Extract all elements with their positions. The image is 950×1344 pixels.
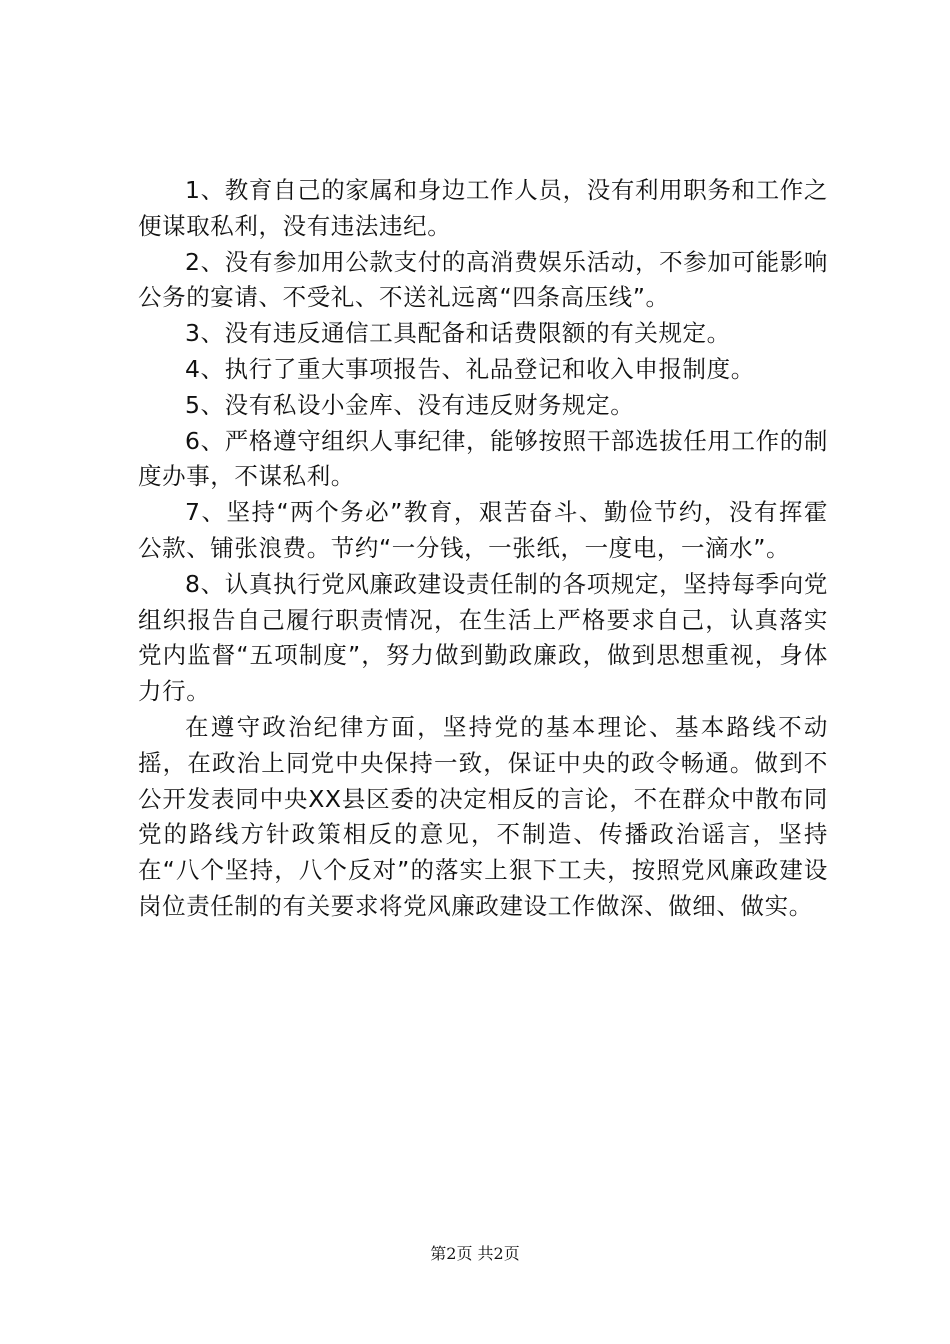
- paragraph-item-8: 8、认真执行党风廉政建设责任制的各项规定，坚持每季向党组织报告自己履行职责情况，在生活上严格要求自己，认真落实党内监督“五项制度”，努力做到勤政廉政，做到思想重视，身体力行。: [138, 569, 828, 706]
- paragraph-political-discipline: 在遵守政治纪律方面，坚持党的基本理论、基本路线不动摇，在政治上同党中央保持一致，保证中央的政令畅通。做到不公开发表同中央XX县区委的决定相反的言论，不在群众中散布同党的路线方针政策相反的意见，不制造、传播政治谣言，坚持在“八个坚持，八个反对”的落实上狠下工夫，按照党风廉政建设岗位责任制的有关要求将党风廉政建设工作做深、做细、做实。: [138, 712, 828, 920]
- paragraph-item-7: 7、坚持“两个务必”教育，艰苦奋斗、勤俭节约，没有挥霍公款、铺张浪费。节约“一分钱，一张纸，一度电，一滴水”。: [138, 498, 828, 562]
- paragraph-item-1: 1、教育自己的家属和身边工作人员，没有利用职务和工作之便谋取私利，没有违法违纪。: [138, 176, 828, 240]
- paragraph-item-5: 5、没有私设小金库、没有违反财务规定。: [185, 390, 635, 419]
- page-number-footer: 第2页 共2页: [430, 1244, 520, 1263]
- paragraph-item-4: 4、执行了重大事项报告、礼品登记和收入申报制度。: [185, 354, 755, 383]
- paragraph-item-2: 2、没有参加用公款支付的高消费娱乐活动，不参加可能影响公务的宴请、不受礼、不送礼远离“四条高压线”。: [138, 247, 828, 312]
- paragraph-item-6: 6、严格遵守组织人事纪律，能够按照干部选拔任用工作的制度办事，不谋私利。: [138, 426, 828, 491]
- paragraph-item-3: 3、没有违反通信工具配备和话费限额的有关规定。: [185, 319, 731, 348]
- document-body: [138, 173, 828, 925]
